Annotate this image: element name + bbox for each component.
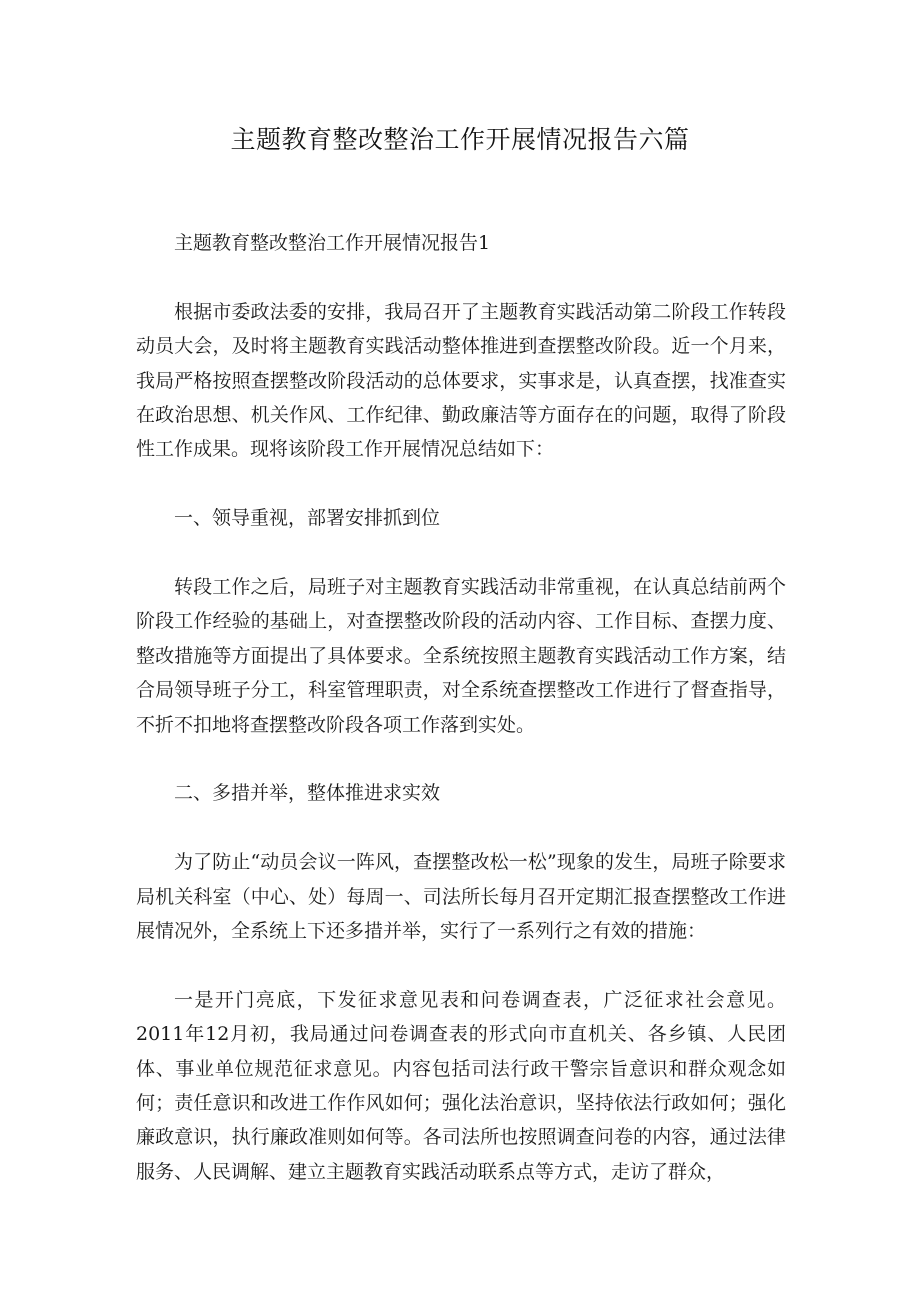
paragraph-intro: 根据市委政法委的安排，我局召开了主题教育实践活动第二阶段工作转段动员大会，及时将主题教育实践活动整体推进到查摆整改阶段。近一个月来，我局严格按照查摆整改阶段活动的总体要求，实事求是，认真查摆，找准查实在政治思想、机关作风、工作纪律、勤政廉洁等方面存在的问题，取得了阶段性工作成果。现将该阶段工作开展情况总结如下： — [136, 300, 786, 461]
section-heading-1: 一、领导重视，部署安排抓到位 — [174, 507, 441, 530]
section-heading-2: 二、多措并举，整体推进求实效 — [174, 782, 441, 805]
paragraph-section-2: 为了防止“动员会议一阵风，查摆整改松一松”现象的发生，局班子除要求局机关科室（中心、处）每周一、司法所长每月召开定期汇报查摆整改工作进展情况外，全系统上下还多措并举，实行了一系列行之有效的措施： — [136, 851, 786, 943]
report-subtitle: 主题教育整改整治工作开展情况报告1 — [174, 232, 491, 254]
paragraph-measure-1: 一是开门亮底，下发征求意见表和问卷调查表，广泛征求社会意见。2011年12月初，我局通过问卷调查表的形式向市直机关、各乡镇、人民团体、事业单位规范征求意见。内容包括司法行政干警宗旨意识和群众观念如何；责任意识和改进工作作风如何；强化法治意识，坚持依法行政如何；强化廉政意识，执行廉政准则如何等。各司法所也按照调查问卷的内容，通过法律服务、人民调解、建立主题教育实践活动联系点等方式，走访了群众， — [136, 988, 786, 1183]
document-body — [136, 226, 786, 1224]
paragraph-section-1: 转段工作之后，局班子对主题教育实践活动非常重视，在认真总结前两个阶段工作经验的基础上，对查摆整改阶段的活动内容、工作目标、查摆力度、整改措施等方面提出了具体要求。全系统按照主题教育实践活动工作方案，结合局领导班子分工，科室管理职责，对全系统查摆整改工作进行了督查指导，不折不扣地将查摆整改阶段各项工作落到实处。 — [136, 576, 786, 736]
document-title: 主题教育整改整治工作开展情况报告六篇 — [230, 125, 690, 154]
